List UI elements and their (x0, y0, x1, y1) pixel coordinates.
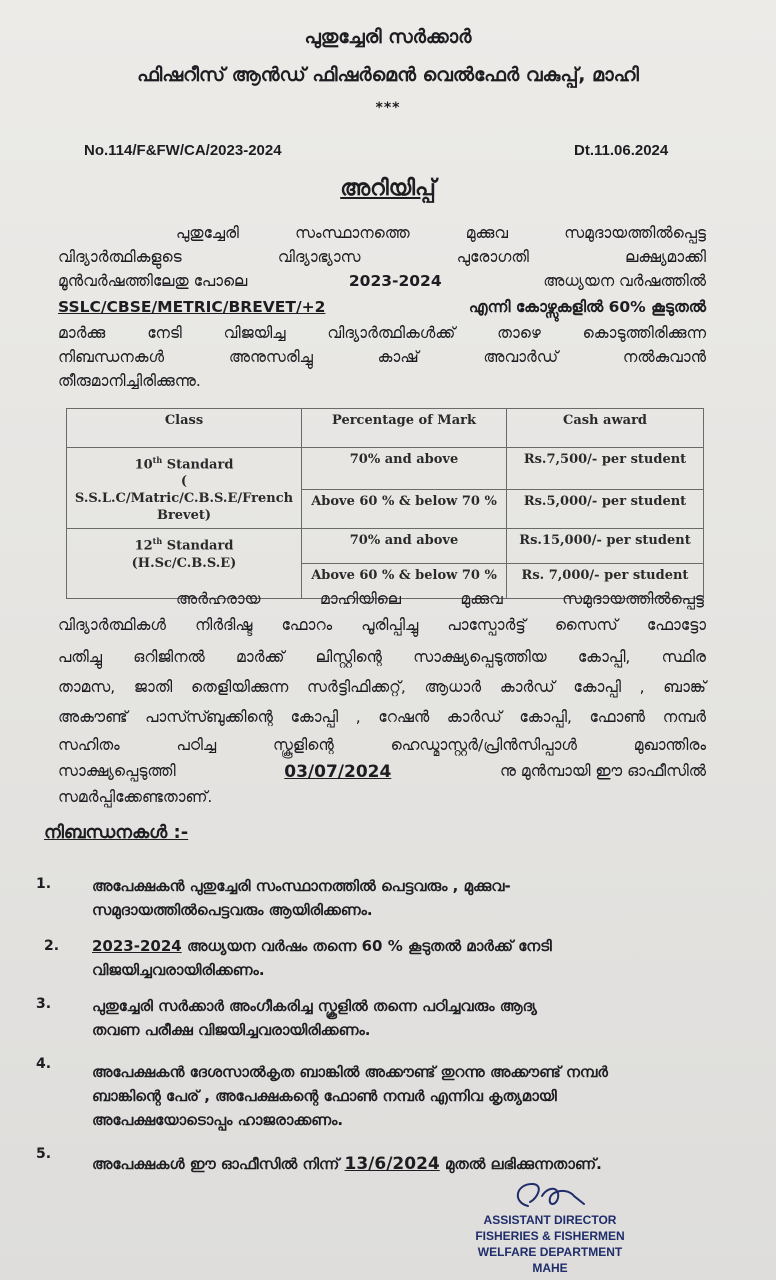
class-12-number: 12 (134, 538, 153, 554)
condition-5-text: അപേക്ഷകൾ ഈ ഓഫീസിൽ നിന്ന് (92, 1155, 345, 1173)
para2-line-1: അർഹരായ മാഹിയിലെ മുക്കുവ സമുദായത്തിൽപ്പെട്ട (176, 590, 704, 608)
class-10-suffix: th (152, 455, 163, 465)
para2-line-5: അകൗണ്ട് പാസ്സ്ബുക്കിന്റെ കോപ്പി , റേഷൻ കാർഡ് കോപ്പി, ഫോൺ നമ്പർ (58, 708, 706, 726)
intro-line-2: വിദ്യാർത്ഥികളുടെ വിദ്യാഭ്യാസ പുരോഗതി ലക്ഷ്യമാക്കി (58, 248, 706, 266)
table-row (67, 448, 704, 490)
intro-line-5: മാർക്കു നേടി വിജയിച്ച വിദ്യാർത്ഥികൾക്ക് താഴെ കൊടുത്തിരിക്കുന്ന (58, 324, 706, 342)
table-cell: 70% and above (302, 448, 507, 490)
class-10-boards: ( S.S.L.C/Matric/C.B.S.E/French (74, 474, 294, 507)
condition-number: 1. (36, 876, 52, 892)
condition-4-line-3: അപേക്ഷയോടൊപ്പം ഹാജരാക്കണം. (92, 1111, 344, 1129)
class-10-label: Standard (162, 457, 234, 473)
stamp-line-3: WELFARE DEPARTMENT (477, 1245, 623, 1259)
notice-date: Dt.11.06.2024 (574, 142, 669, 159)
condition-1-line-2: സമുദായത്തിൽപെട്ടവരും ആയിരിക്കണം. (92, 901, 373, 919)
class-10-number: 10 (134, 457, 153, 473)
class-12-label: Standard (162, 538, 234, 554)
stamp-line-1: ASSISTANT DIRECTOR (483, 1213, 617, 1227)
header-cash-award: Cash award (507, 409, 704, 448)
table-header-row (67, 409, 704, 448)
intro-line-4 (58, 298, 706, 317)
class-12-boards: (H.Sc/C.B.S.E) (131, 555, 237, 571)
class-10-cell (67, 448, 302, 529)
notice-title: അറിയിപ്പ് (340, 176, 436, 201)
condition-5 (92, 1152, 732, 1176)
submission-deadline: 03/07/2024 (284, 762, 392, 782)
condition-number: 2. (44, 938, 60, 954)
intro-line-3 (58, 272, 706, 291)
cash-award-table (66, 408, 704, 599)
stamp-line-2: FISHERIES & FISHERMEN (475, 1229, 625, 1243)
condition-number: 5. (36, 1146, 52, 1162)
para2-line-7-text: സാക്ഷ്യപ്പെടുത്തി (58, 762, 176, 780)
intro-line-6: നിബന്ധനകൾ അനുസരിച്ചു കാഷ് അവാർഡ് നൽകുവാൻ (58, 348, 706, 366)
department-heading: ഫിഷറീസ് ആൻഡ് ഫിഷർമെൻ വെൽഫേർ വകുപ്പ്, മാഹി (137, 64, 639, 86)
condition-4-line-1: അപേക്ഷകൻ ദേശസാൽകൃത ബാങ്കിൽ അക്കൗണ്ട് തുറന്നു അക്കൗണ്ട് നമ്പർ (92, 1063, 608, 1081)
table-cell: Rs. 7,000/- per student (507, 564, 704, 599)
para2-line-8: സമർപ്പിക്കേണ്ടതാണ്. (58, 788, 213, 806)
intro-line-3-end: അധ്യയന വർഷത്തിൽ (543, 272, 706, 290)
condition-3-line-2: തവണ പരീക്ഷ വിജയിച്ചവരായിരിക്കണം. (92, 1021, 371, 1039)
condition-2-year: 2023-2024 (92, 937, 182, 955)
para2-line-2: വിദ്യാർത്ഥികൾ നിർദിഷ്ട ഫോറം പൂരിപ്പിച്ചു പാസ്പോർട്ട് സൈസ് ഫോട്ടോ (58, 616, 706, 634)
class-12-cell (67, 529, 302, 599)
class-10-boards-end: Brevet) (156, 508, 212, 524)
officer-stamp (470, 1212, 630, 1276)
condition-number: 4. (36, 1056, 52, 1072)
academic-year: 2023-2024 (348, 272, 442, 290)
condition-number: 3. (36, 996, 52, 1012)
conditions-heading: നിബന്ധനകൾ :- (44, 822, 189, 843)
intro-line-3-text: മൂൻവർഷത്തിലേതു പോലെ (58, 272, 248, 290)
table-cell: Above 60 % & below 70 % (302, 564, 507, 599)
table-cell: Rs.15,000/- per student (507, 529, 704, 564)
condition-5-end: മുതൽ ലഭിക്കുന്നതാണ്. (439, 1155, 602, 1173)
condition-4 (92, 1060, 692, 1132)
condition-3 (92, 994, 692, 1042)
condition-4-line-2: ബാങ്കിന്റെ പേര് , അപേക്ഷകന്റെ ഫോൺ നമ്പർ എന്നിവ കൃത്യമായി (92, 1087, 557, 1105)
separator-stars: *** (375, 100, 401, 116)
class-12-suffix: th (152, 536, 163, 547)
condition-2 (92, 934, 692, 982)
condition-1 (92, 874, 692, 922)
government-heading: പുതുച്ചേരി സർക്കാർ (304, 26, 472, 48)
para2-line-7 (58, 762, 706, 782)
para2-line-4: താമസ, ജാതി തെളിയിക്കുന്ന സർട്ടിഫിക്കറ്റ്, ആധാർ കാർഡ് കോപ്പി , ബാങ്ക് (58, 678, 706, 696)
para2-line-7-end: നു മുൻമ്പായി ഈ ഓഫീസിൽ (500, 762, 706, 780)
table-cell: Rs.5,000/- per student (507, 489, 704, 528)
para2-line-3: പതിച്ചു ഒറിജിനൽ മാർക്ക് ലിസ്റ്റിന്റെ സാക്ഷ്യപ്പെടുത്തിയ കോപ്പി, സ്ഥിര (58, 648, 706, 666)
para2-line-6: സഹിതം പഠിച്ച സ്കൂളിന്റെ ഹെഡ്മാസ്റ്റർ/പ്രിൻസിപ്പാൾ മുഖാന്തിരം (58, 736, 706, 754)
header-percentage: Percentage of Mark (302, 409, 507, 448)
condition-1-line-1: അപേക്ഷകൻ പുതുച്ചേരി സംസ്ഥാനത്തിൽ പെട്ടവരും , മുക്കുവ- (92, 877, 511, 895)
table-cell: Above 60 % & below 70 % (302, 489, 507, 528)
table-row (67, 529, 704, 564)
intro-line-4-text: എന്നി കോഴ്സുകളിൽ 60% കൂടുതൽ (468, 298, 706, 316)
course-list: SSLC/CBSE/METRIC/BREVET/+2 (58, 298, 326, 316)
table-cell: Rs.7,500/- per student (507, 448, 704, 490)
forms-available-date: 13/6/2024 (344, 1154, 440, 1174)
handwritten-signature (508, 1176, 592, 1216)
table-cell: 70% and above (302, 529, 507, 564)
header-class: Class (67, 409, 302, 448)
intro-line-1: പുതുച്ചേരി സംസ്ഥാനത്തെ മുക്കുവ സമുദായത്തിൽപ്പെട്ട (176, 224, 706, 242)
condition-2-line-2: വിജയിച്ചവരായിരിക്കണം. (92, 961, 265, 979)
reference-number: No.114/F&FW/CA/2023-2024 (84, 142, 282, 159)
condition-3-line-1: പുതുച്ചേരി സർക്കാർ അംഗീകരിച്ച സ്കൂളിൽ തന്നെ പഠിച്ചവരും ആദ്യ (92, 997, 537, 1015)
stamp-line-4: MAHE (532, 1261, 568, 1275)
condition-2-line-1: അധ്യയന വർഷം തന്നെ 60 % കൂടുതൽ മാർക്ക് നേടി (181, 937, 552, 955)
intro-line-7: തീരുമാനിച്ചിരിക്കുന്നു. (58, 372, 201, 390)
